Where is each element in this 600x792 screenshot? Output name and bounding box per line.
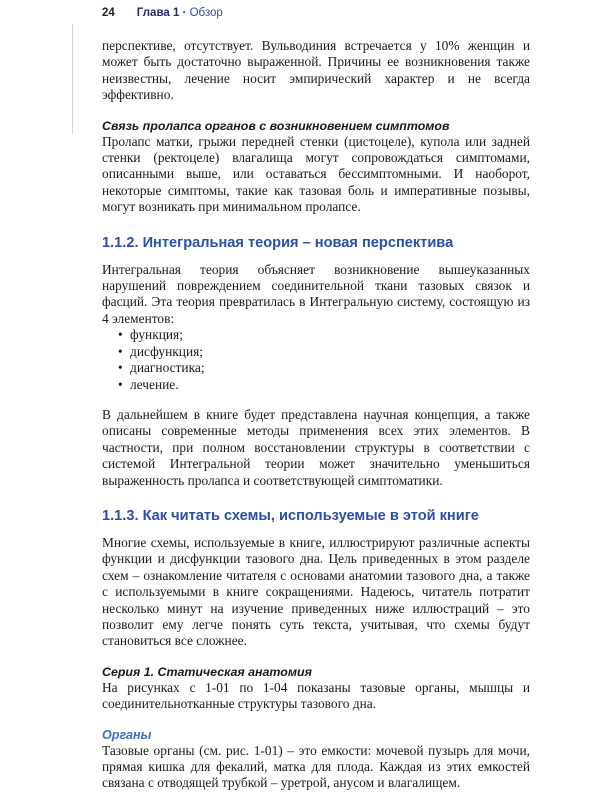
series-paragraph: На рисунках с 1-01 по 1-04 показаны тазовые органы, мышцы и соединительнотканные структуры тазового дна. xyxy=(102,679,530,712)
bullet-icon: • xyxy=(118,376,123,392)
bullet-icon: • xyxy=(118,360,123,376)
header-separator: · xyxy=(179,7,190,19)
organs-paragraph: Тазовые органы (см. рис. 1-01) – это емкости: мочевой пузырь для мочи, прямая кишка для фекалий, матка для плода. Каждая из этих емкостей связана с отводящей трубкой – уретрой, анусом и влагалищем. xyxy=(102,742,530,791)
organs-subheading: Органы xyxy=(102,727,152,742)
intro-paragraph: перспективе, отсутствует. Вульводиния встречается у 10% женщин и может быть достаточно выраженной. Причины ее возникновения также неизвестны, лечение носит эмпирический характер и не всегда эффективно. xyxy=(102,38,530,103)
integral-followup-paragraph: В дальнейшем в книге будет представлена научная концепция, а также описаны современные методы применения всех этих элементов. В частности, при полном восстановлении структуры в соответствии с системой Интегральной теории может значительно уменьшиться выраженность пролапса и соответствующей симптоматики. xyxy=(102,406,530,488)
section-label: Обзор xyxy=(189,7,223,19)
list-item: • лечение. xyxy=(118,376,179,392)
spine-rule xyxy=(72,24,73,134)
chapter-label: Глава 1 xyxy=(136,7,180,19)
list-item: • диагностика; xyxy=(118,360,205,376)
prolapse-paragraph: Пролапс матки, грыжи передней стенки (цистоцеле), купола или задней стенки (ректоцеле) влагалища могут сопровождаться симптомами, описанными выше, или оставаться бессимптомными. И наоборот, некоторые симптомы, такие как тазовая боль и императивные позывы, могут возникать при минимальном пролапсе. xyxy=(102,133,530,215)
section-heading-1-1-2: 1.1.2. Интегральная теория – новая перспектива xyxy=(102,234,454,251)
bullet-icon: • xyxy=(118,343,123,359)
running-header xyxy=(102,7,223,19)
series-subheading: Серия 1. Статическая анатомия xyxy=(102,664,312,679)
list-item: • функция; xyxy=(118,327,183,343)
list-item: • дисфункция; xyxy=(118,343,204,359)
prolapse-subheading: Связь пролапса органов с возникновением симптомов xyxy=(102,118,450,133)
bullet-icon: • xyxy=(118,327,123,343)
section-heading-1-1-3: 1.1.3. Как читать схемы, используемые в этой книге xyxy=(102,507,479,524)
integral-paragraph: Интегральная теория объясняет возникновение вышеуказанных нарушений повреждением соединительной ткани тазовых связок и фасций. Эта теория превратилась в Интегральную систему, состоящую из 4 элементов: xyxy=(102,261,530,326)
schemes-paragraph: Многие схемы, используемые в книге, иллюстрируют различные аспекты функции и дисфункции тазового дна. Цель приведенных в этом разделе схем – ознакомление читателя с основами анатомии тазового дна, а также с используемыми в книге сокращениями. Надеюсь, читатель потратит несколько минут на изучение приведенных ниже иллюстраций – это позволит ему легче понять суть текста, учитывая, что схемы будут становиться все сложнее. xyxy=(102,534,530,649)
page-body xyxy=(102,38,530,792)
integral-elements-list xyxy=(102,327,530,393)
page-number: 24 xyxy=(102,7,115,19)
